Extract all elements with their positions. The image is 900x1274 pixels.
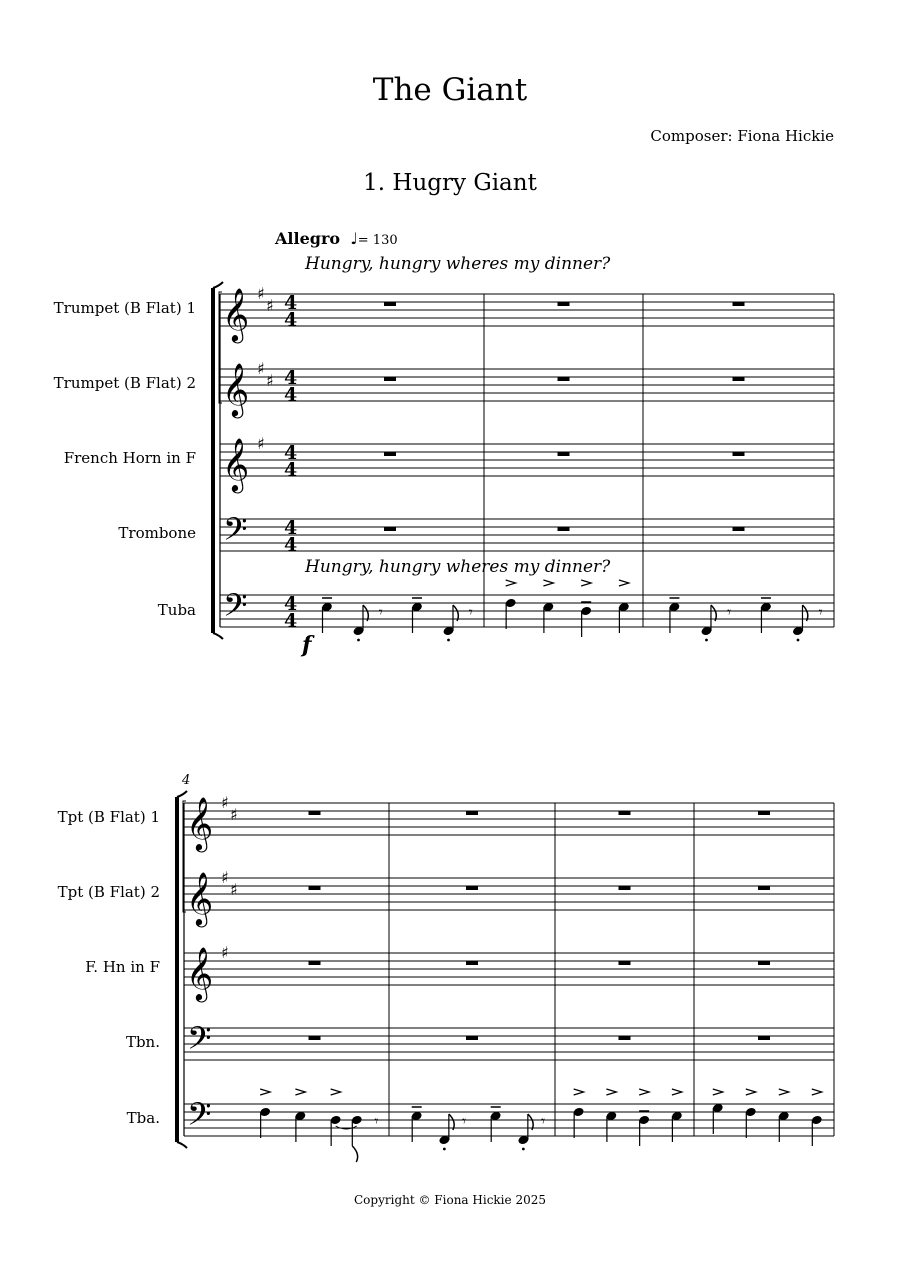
time-signature-numerator: 4 [284,442,298,464]
treble-clef-icon: 𝄞 [186,796,214,850]
staccato-dot [443,1148,446,1151]
whole-rest [619,811,631,815]
whole-rest [619,961,631,965]
sharp-icon: ♯ [257,359,265,378]
whole-rest [619,1036,631,1040]
accent-mark [639,1089,649,1095]
instrument-name-trombone: Trombone [118,524,196,542]
instrument-abbr-tuba: Tba. [126,1109,160,1127]
time-signature-denominator: 4 [284,459,298,481]
whole-rest [758,1036,770,1040]
quarter-note-icon: ♩ [345,229,358,248]
accent-mark [812,1089,822,1095]
staccato-dot [447,639,450,642]
tempo-value: = 130 [357,233,398,248]
lyric-text-tuba: Hungry, hungry wheres my dinner? [305,557,611,577]
sharp-icon: ♯ [230,880,238,899]
whole-rest [733,527,745,531]
treble-clef-icon: 𝄞 [222,287,250,341]
movement-title: 1. Hugry Giant [363,170,537,196]
instrument-name-trumpet-2: Trumpet (B Flat) 2 [53,374,196,392]
eighth-rest: 𝄾 [374,1112,379,1130]
score-title: The Giant [372,72,528,108]
time-signature-denominator: 4 [284,309,298,331]
instrument-name-french-horn: French Horn in F [63,449,196,467]
bass-clef-icon: 𝄢 [187,1096,212,1140]
sharp-icon: ♯ [266,296,274,315]
time-signature-numerator: 4 [284,517,298,539]
composer-credit: Composer: Fiona Hickie [650,127,834,145]
bracket-hook [213,633,223,639]
dynamic-forte: f [302,632,312,658]
tempo-text: Allegro [275,229,341,248]
instrument-abbr-trumpet-1: Tpt (B Flat) 1 [57,808,160,826]
eighth-rest: 𝄾 [818,603,823,621]
eighth-rest: 𝄾 [468,603,473,621]
time-signature-denominator: 4 [284,610,298,632]
whole-rest [309,961,321,965]
whole-rest [384,452,396,456]
whole-rest [758,886,770,890]
bass-clef-icon: 𝄢 [223,587,248,631]
measure-number: 4 [182,773,191,788]
bass-clef-icon: 𝄢 [187,1020,212,1064]
whole-rest [733,377,745,381]
accent-mark [713,1089,723,1095]
time-signature-denominator: 4 [284,534,298,556]
bracket-hook [177,1142,187,1148]
instrument-abbr-french-horn: F. Hn in F [85,958,160,976]
whole-rest [309,811,321,815]
time-signature-numerator: 4 [284,367,298,389]
instrument-name-trumpet-1: Trumpet (B Flat) 1 [53,299,196,317]
accent-mark [746,1089,756,1095]
accent-mark [574,1089,584,1095]
staccato-dot [522,1148,525,1151]
accent-mark [260,1089,270,1095]
accent-mark [543,580,553,586]
whole-rest [384,302,396,306]
whole-rest [733,452,745,456]
eighth-rest: 𝄾 [541,1112,546,1130]
time-signature-numerator: 4 [284,292,298,314]
accent-mark [779,1089,789,1095]
whole-rest [619,886,631,890]
whole-rest [558,452,570,456]
whole-rest [558,377,570,381]
time-signature-denominator: 4 [284,384,298,406]
accent-mark [581,580,591,586]
accent-mark [331,1089,341,1095]
treble-clef-icon: 𝄞 [186,871,214,925]
sharp-icon: ♯ [221,868,229,887]
whole-rest [733,302,745,306]
accent-mark [506,580,516,586]
whole-rest [466,811,478,815]
sharp-icon: ♯ [257,284,265,303]
lyric-text-top: Hungry, hungry wheres my dinner? [305,254,611,274]
whole-rest [558,527,570,531]
staccato-dot [357,639,360,642]
whole-rest [758,961,770,965]
sharp-icon: ♯ [230,805,238,824]
whole-rest [466,886,478,890]
treble-clef-icon: 𝄞 [222,362,250,416]
eighth-rest: 𝄾 [727,603,732,621]
accent-mark [619,580,629,586]
treble-clef-icon: 𝄞 [222,437,250,491]
whole-rest [309,1036,321,1040]
system-2 [177,791,834,1162]
sharp-icon: ♯ [266,371,274,390]
whole-rest [384,527,396,531]
sharp-icon: ♯ [257,434,265,453]
instrument-name-tuba: Tuba [157,601,196,619]
whole-rest [466,961,478,965]
system-1 [213,282,834,641]
accent-mark [672,1089,682,1095]
instrument-abbr-trumpet-2: Tpt (B Flat) 2 [57,883,160,901]
eighth-rest: 𝄾 [378,603,383,621]
treble-clef-icon: 𝄞 [186,946,214,1000]
sharp-icon: ♯ [221,793,229,812]
time-signature-numerator: 4 [284,593,298,615]
whole-rest [309,886,321,890]
staccato-dot [797,639,800,642]
eighth-rest: 𝄾 [462,1112,467,1130]
whole-rest [558,302,570,306]
staccato-dot [705,639,708,642]
sharp-icon: ♯ [221,943,229,962]
note-flag [352,1146,357,1162]
accent-mark [606,1089,616,1095]
copyright-notice: Copyright © Fiona Hickie 2025 [354,1193,546,1207]
accent-mark [295,1089,305,1095]
whole-rest [758,811,770,815]
whole-rest [466,1036,478,1040]
bass-clef-icon: 𝄢 [223,511,248,555]
whole-rest [384,377,396,381]
instrument-abbr-trombone: Tbn. [125,1033,160,1051]
